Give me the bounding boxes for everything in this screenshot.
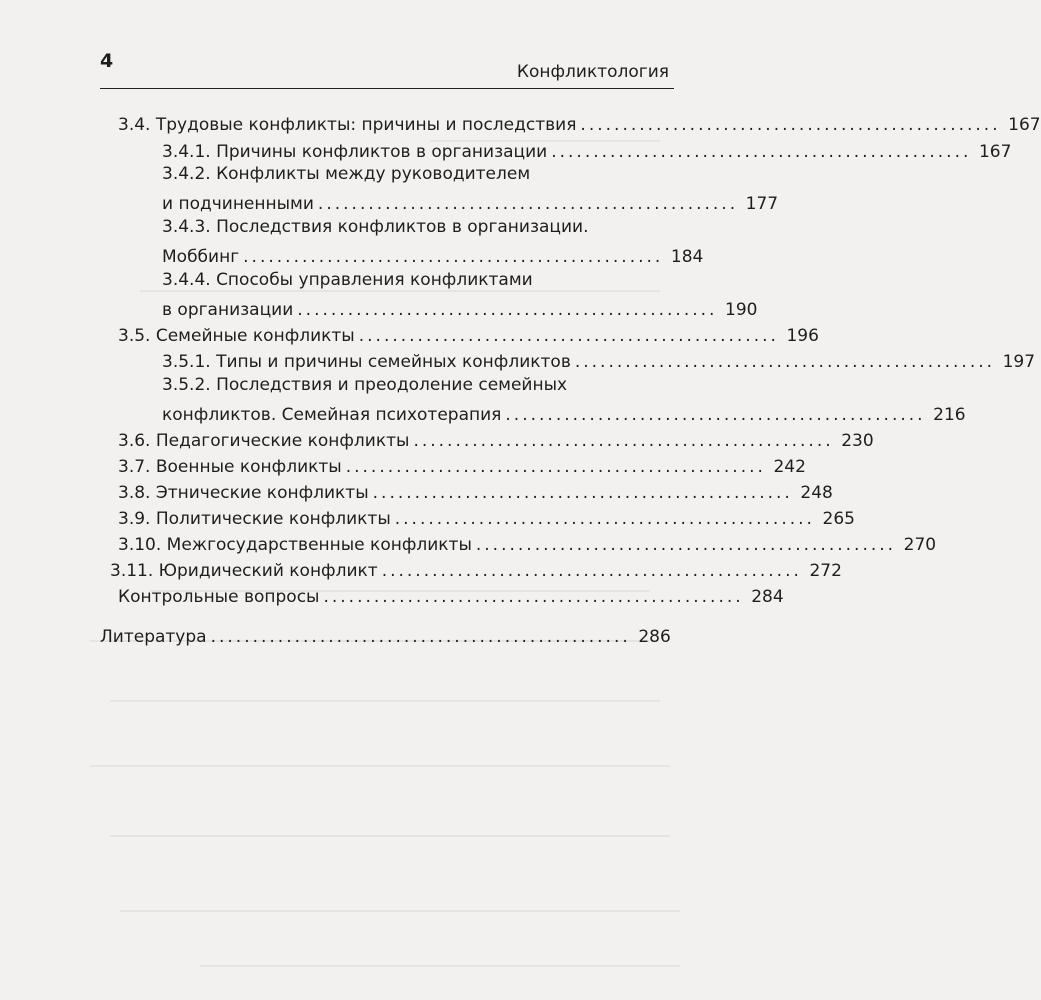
toc-page-number: 167 — [1008, 115, 1041, 135]
toc-entry-title-first-line: 3.5.2. Последствия и преодоление семейных — [162, 375, 568, 395]
toc-page-number: 184 — [670, 247, 704, 267]
toc-page-number: 265 — [822, 509, 855, 529]
dot-leader: .................................................. — [317, 194, 739, 214]
dot-leader: .................................................. — [345, 457, 766, 477]
toc-entry-title: 3.4.1. Причины конфликтов в организации — [162, 142, 548, 162]
dot-leader: .................................................. — [323, 587, 744, 607]
toc-page-number: 230 — [841, 431, 874, 451]
toc-entry-title: 3.10. Межгосударственные конфликты — [118, 535, 472, 555]
toc-entry-title: 3.11. Юридический конфликт — [110, 561, 378, 581]
toc-page-number: 270 — [903, 535, 937, 555]
toc-page-number: 272 — [809, 561, 842, 581]
toc-entry-title-continuation: конфликтов. Семейная психотерапия — [162, 405, 502, 425]
toc-page-number: 242 — [773, 457, 806, 477]
toc-entry-title: Контрольные вопросы — [118, 587, 320, 607]
dot-leader: .................................................. — [381, 561, 802, 581]
toc-entry[interactable] — [162, 400, 966, 426]
toc-entry[interactable] — [118, 110, 1041, 136]
toc-entry[interactable] — [162, 137, 1012, 163]
toc-entry[interactable] — [162, 295, 758, 321]
dot-leader: .................................................. — [413, 431, 834, 451]
toc-entry[interactable] — [118, 426, 874, 452]
toc-entry[interactable] — [162, 242, 704, 268]
toc-entry[interactable] — [162, 189, 779, 215]
toc-entry[interactable] — [118, 478, 833, 504]
toc-page-number: 286 — [638, 627, 671, 647]
toc-entry[interactable] — [118, 530, 937, 556]
toc-entry-title-continuation: Моббинг — [162, 247, 240, 267]
toc-entry-title-first-line: 3.4.2. Конфликты между руководителем — [162, 164, 531, 184]
toc-entry-title: 3.5. Семейные конфликты — [118, 326, 355, 346]
toc-entry[interactable] — [118, 452, 806, 478]
toc-entry[interactable] — [162, 347, 1036, 373]
toc-page-number: 216 — [933, 405, 966, 425]
toc-entry-title-first-line: 3.4.3. Последствия конфликтов в организации. — [162, 217, 589, 237]
dot-leader: .................................................. — [505, 405, 926, 425]
toc-entry-title-first-line: 3.4.4. Способы управления конфликтами — [162, 270, 533, 290]
toc-page-number: 196 — [786, 326, 819, 346]
toc-entry[interactable] — [100, 622, 671, 648]
toc-entry-title-continuation: и подчиненными — [162, 194, 314, 214]
toc-page-number: 177 — [745, 194, 779, 214]
toc-entry-title: 3.4. Трудовые конфликты: причины и последствия — [118, 115, 577, 135]
toc-entry[interactable] — [118, 321, 819, 347]
toc-entry-title: 3.6. Педагогические конфликты — [118, 431, 410, 451]
running-title: Конфликтология — [516, 62, 669, 82]
dot-leader: .................................................. — [475, 535, 897, 555]
toc-page-number: 248 — [800, 483, 833, 503]
dot-leader: .................................................. — [372, 483, 793, 503]
dot-leader: .................................................. — [394, 509, 815, 529]
toc-entry-title: Литература — [100, 627, 207, 647]
dot-leader: .................................................. — [580, 115, 1001, 135]
toc-entry-title: 3.9. Политические конфликты — [118, 509, 391, 529]
toc-page-number: 284 — [751, 587, 784, 607]
dot-leader: .................................................. — [297, 300, 718, 320]
page-number: 4 — [100, 50, 114, 72]
dot-leader: .................................................. — [243, 247, 664, 267]
dot-leader: .................................................. — [210, 627, 631, 647]
toc-entry-title-continuation: в организации — [162, 300, 294, 320]
dot-leader: .................................................. — [574, 352, 996, 372]
toc-entry[interactable] — [110, 556, 842, 582]
dot-leader: .................................................. — [551, 142, 972, 162]
dot-leader: .................................................. — [358, 326, 779, 346]
toc-page-number: 197 — [1002, 352, 1036, 372]
toc-entry-title: 3.8. Этнические конфликты — [118, 483, 369, 503]
toc-entry[interactable] — [118, 504, 855, 530]
toc-entry-title: 3.5.1. Типы и причины семейных конфликтов — [162, 352, 571, 372]
toc-page-number: 190 — [725, 300, 758, 320]
toc-entry[interactable] — [118, 582, 784, 608]
toc-page-number: 167 — [978, 142, 1012, 162]
toc-entry-title: 3.7. Военные конфликты — [118, 457, 342, 477]
